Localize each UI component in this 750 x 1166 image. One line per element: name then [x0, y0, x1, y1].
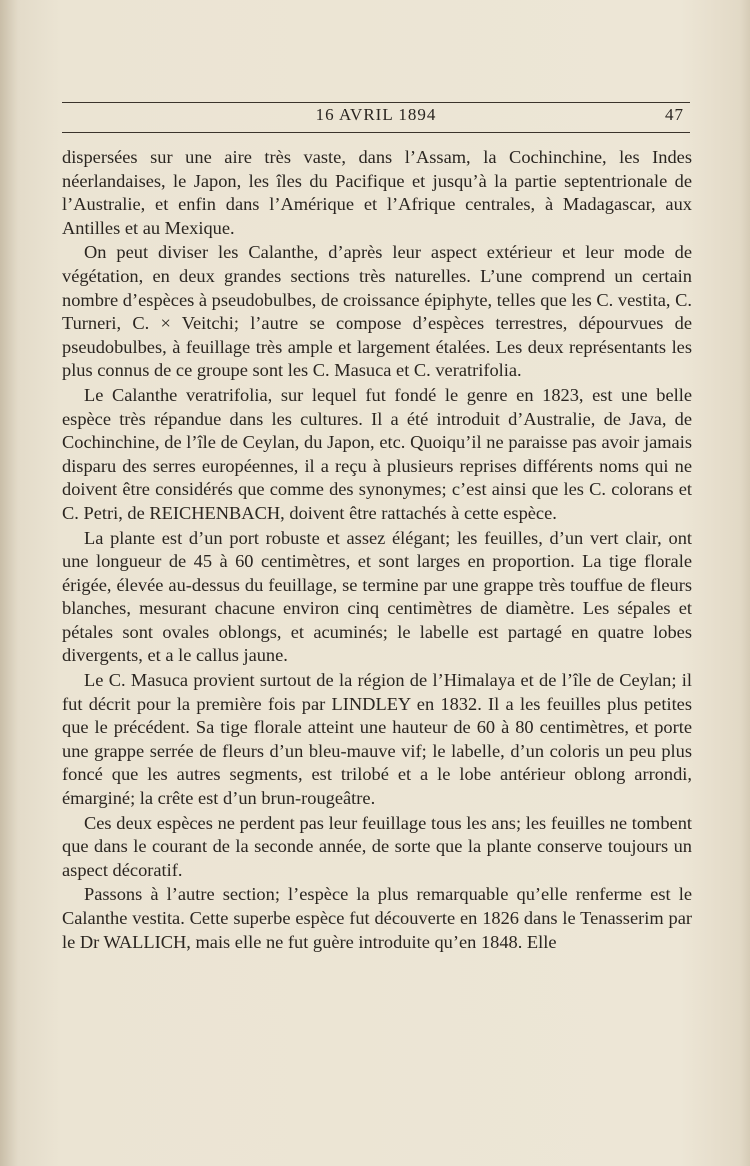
- body-text: [62, 146, 692, 954]
- paragraph-4: La plante est d’un port robuste et assez élégant; les feuilles, d’un vert clair, ont une longueur de 45 à 60 centimètres, et sont larges en proportion. La tige florale érigée, élevée au-dessus du feuillage, se termine par une grappe très touffue de fleurs blanches, mesurant chacune environ cinq centimètres de diamètre. Les sépales et pétales sont ovales oblongs, et acuminés; le labelle est partagé en quatre lobes divergents, et a le callus jaune.: [62, 527, 692, 666]
- paragraph-5: Le C. Masuca provient surtout de la région de l’Himalaya et de l’île de Ceylan; il fut décrit pour la première fois par LINDLEY en 1832. Il a les feuilles plus petites que le précédent. Sa tige florale atteint une hauteur de 60 à 80 centimètres, et porte une grappe serrée de fleurs d’un bleu-mauve vif; le labelle, d’un coloris un peu plus foncé que les autres segments, est trilobé et a le lobe antérieur oblong arrondi, émarginé; la crête est d’un brun-rougeâtre.: [62, 670, 692, 809]
- paragraph-7: Passons à l’autre section; l’espèce la plus remarquable qu’elle renferme est le Calanthe vestita. Cette superbe espèce fut découverte en 1826 dans le Tenasserim par le Dr WALLICH, mais elle ne fut guère introduite qu’en 1848. Elle: [62, 884, 692, 952]
- paragraph-6: Ces deux espèces ne perdent pas leur feuillage tous les ans; les feuilles ne tombent que dans le courant de la seconde année, de sorte que la plante conserve toujours un aspect décoratif.: [62, 812, 692, 880]
- paragraph-2: On peut diviser les Calanthe, d’après leur aspect extérieur et leur mode de végétation, en deux grandes sections très naturelles. L’une comprend un certain nombre d’espèces à pseudobulbes, de croissance épiphyte, telles que les C. vestita, C. Turneri, C. × Veitchi; l’autre se compose d’espèces terrestres, dépourvues de pseudobulbes, à feuillage très ample et largement étalées. Les deux représentants les plus connus de ce groupe sont les C. Masuca et C. veratrifolia.: [62, 242, 692, 381]
- page-number: 47: [665, 105, 684, 124]
- paragraph-3: Le Calanthe veratrifolia, sur lequel fut fondé le genre en 1823, est une belle espèce très répandue dans les cultures. Il a été introduit d’Australie, de Java, de Cochinchine, de l’île de Ceylan, du Japon, etc. Quoiqu’il ne paraisse pas avoir jamais disparu des serres européennes, il a reçu à plusieurs reprises différents noms qui ne doivent être considérés que comme des synonymes; c’est ainsi que les C. colorans et C. Petri, de REICHENBACH, doivent être rattachés à cette espèce.: [62, 384, 692, 523]
- header-date: 16 AVRIL 1894: [315, 105, 437, 124]
- running-header: [62, 101, 690, 131]
- header-rule-bottom: [62, 132, 690, 133]
- paragraph-1: dispersées sur une aire très vaste, dans l’Assam, la Cochinchine, les Indes néerlandaises, le Japon, les îles du Pacifique et jusqu’à la partie septentrionale de l’Australie, et enfin dans l’Amérique et l’Afrique centrales, à Madagascar, aux Antilles et au Mexique.: [62, 147, 692, 238]
